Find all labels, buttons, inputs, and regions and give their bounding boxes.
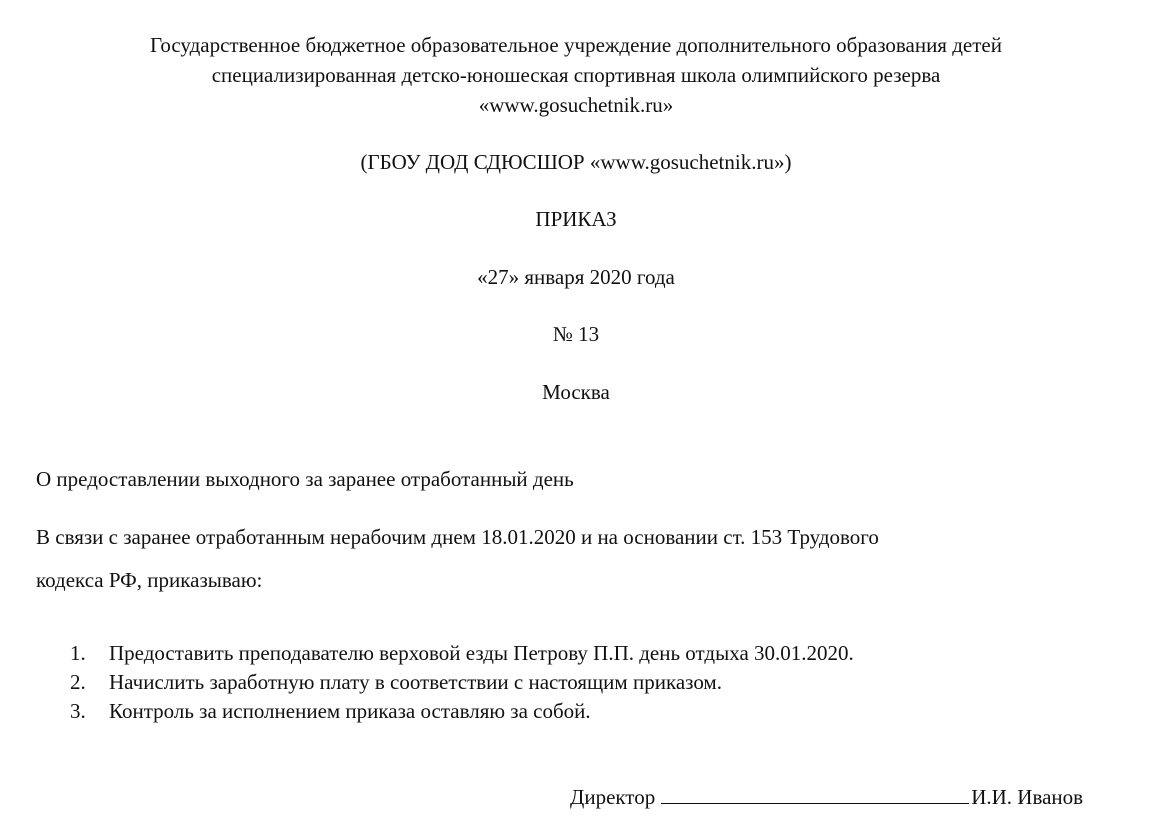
org-name-line-1: Государственное бюджетное образовательное учреждение дополнительного образования детей xyxy=(150,33,1002,57)
basis-line-1: В связи с заранее отработанным нерабочим днем 18.01.2020 и на основании ст. 153 Трудового xyxy=(36,525,879,549)
order-number: № 13 xyxy=(552,322,600,346)
list-item-number: 1. xyxy=(70,641,86,665)
signature-block xyxy=(570,783,1083,811)
list-item-number: 3. xyxy=(70,699,86,723)
list-item-text: Контроль за исполнением приказа оставляю за собой. xyxy=(109,699,591,723)
org-name-line-2: специализированная детско-юношеская спортивная школа олимпийского резерва xyxy=(211,63,941,87)
list-item-number: 2. xyxy=(70,670,86,694)
org-name-line-3: «www.gosuchetnik.ru» xyxy=(478,93,674,117)
org-short-name: (ГБОУ ДОД СДЮСШОР «www.gosuchetnik.ru») xyxy=(360,150,792,174)
signature-line xyxy=(661,783,969,804)
signer-name: И.И. Иванов xyxy=(971,785,1084,809)
order-subject: О предоставлении выходного за заранее отработанный день xyxy=(36,467,574,491)
list-item-text: Начислить заработную плату в соответствии с настоящим приказом. xyxy=(109,670,722,694)
signer-position: Директор xyxy=(570,785,656,809)
list-item-text: Предоставить преподавателю верховой езды Петрову П.П. день отдыха 30.01.2020. xyxy=(109,641,854,665)
order-date: «27» января 2020 года xyxy=(477,265,675,289)
order-title: ПРИКАЗ xyxy=(535,207,617,231)
order-city: Москва xyxy=(542,380,610,404)
basis-line-2: кодекса РФ, приказываю: xyxy=(36,568,263,592)
